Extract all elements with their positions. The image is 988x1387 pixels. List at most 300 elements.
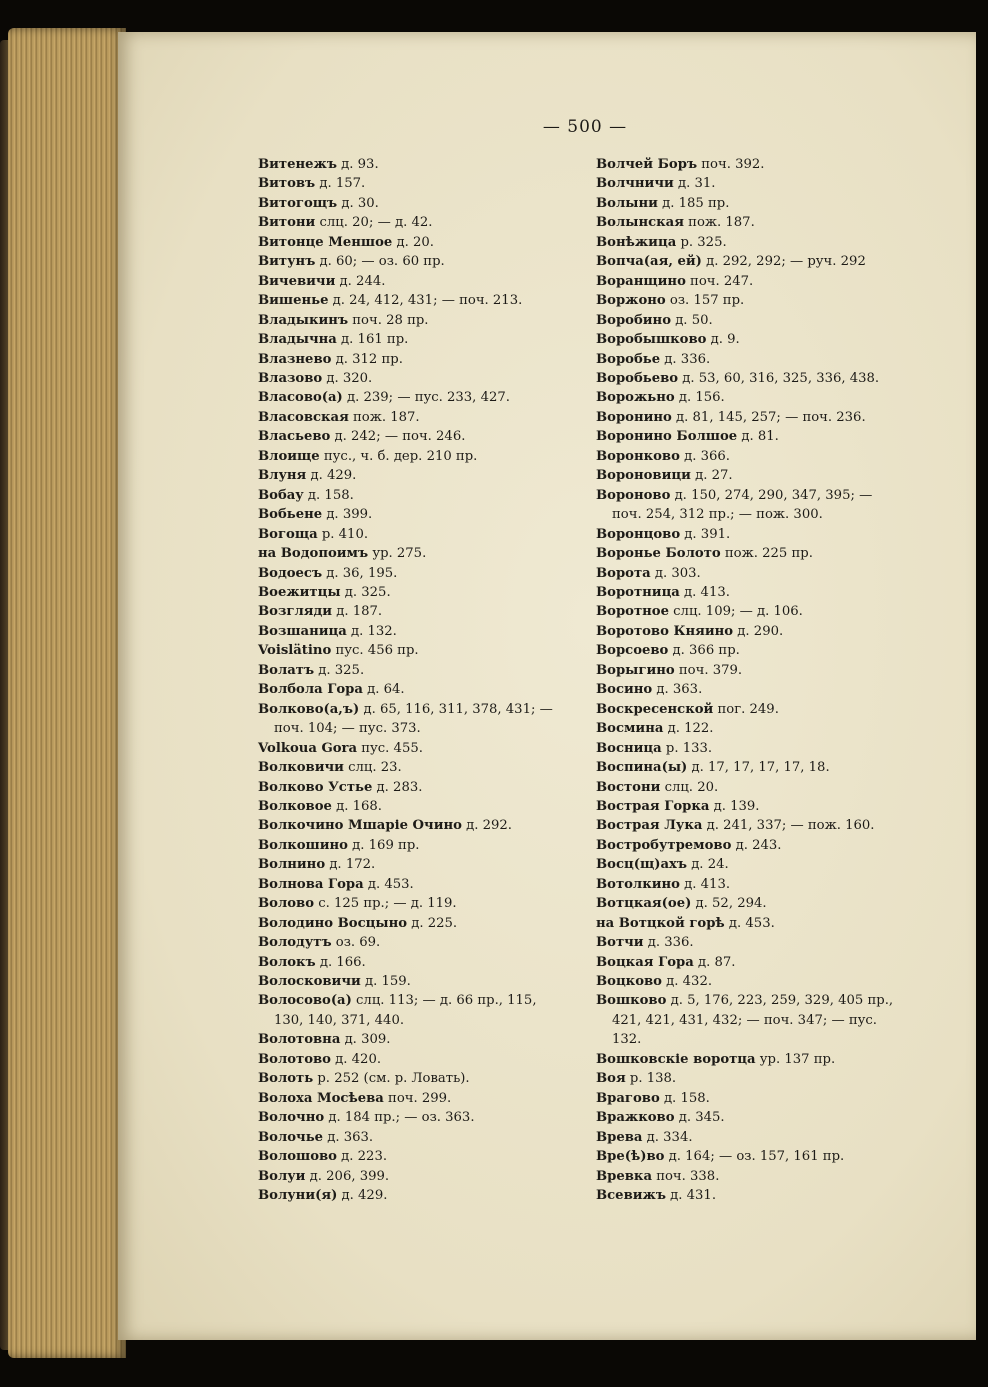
entry-references: д. 164; — оз. 157, 161 пр. xyxy=(664,1149,845,1165)
entry-headword: Вичевичи xyxy=(258,273,336,289)
entry-references: д. 17, 17, 17, 17, 18. xyxy=(687,760,830,776)
entry-headword: Вороново xyxy=(596,487,671,503)
entry-headword: Voislätino xyxy=(258,643,332,659)
index-entry xyxy=(258,174,588,193)
index-entry xyxy=(258,252,588,271)
index-entry xyxy=(596,174,926,193)
entry-references: д. 366 пр. xyxy=(668,643,740,659)
entry-headword: Воротово Княино xyxy=(596,623,734,639)
entry-headword: Волотовна xyxy=(258,1032,341,1048)
entry-references: д. 60; — оз. 60 пр. xyxy=(315,254,445,270)
entry-references: д. 168. xyxy=(331,798,382,814)
entry-headword: Волово xyxy=(258,896,314,912)
index-entry xyxy=(258,369,588,388)
entry-headword: Вотчи xyxy=(596,935,644,951)
index-entry xyxy=(596,855,926,874)
entry-references: д. 122. xyxy=(663,721,714,737)
entry-headword: Ворыгино xyxy=(596,662,675,678)
entry-references: д. 244. xyxy=(335,273,386,289)
index-entry xyxy=(258,719,588,738)
entry-headword: Вишенье xyxy=(258,293,329,309)
entry-references: д. 150, 274, 290, 347, 395; — xyxy=(670,487,873,503)
entry-references: д. 309. xyxy=(340,1032,391,1048)
index-entry xyxy=(258,1186,588,1205)
index-entry xyxy=(258,739,588,758)
entry-headword: Водоесъ xyxy=(258,565,323,581)
index-entry xyxy=(258,933,588,952)
index-entry xyxy=(258,1050,588,1069)
index-entry xyxy=(258,622,588,641)
entry-headword: Волоть xyxy=(258,1071,314,1087)
entry-headword: Вошковскіе воротца xyxy=(596,1051,756,1067)
index-entry xyxy=(596,953,926,972)
entry-headword: Воронино Болшое xyxy=(596,429,738,445)
index-column-left xyxy=(258,155,588,1205)
index-entry xyxy=(258,564,588,583)
entry-references: д. 242; — поч. 246. xyxy=(330,429,466,445)
index-entry xyxy=(596,427,926,446)
entry-references: д. 185 пр. xyxy=(657,195,730,211)
entry-references: д. 27. xyxy=(690,468,733,484)
entry-headword: Влазнево xyxy=(258,351,332,367)
entry-references: пож. 187. xyxy=(348,409,420,425)
entry-references: 130, 140, 371, 440. xyxy=(274,1012,405,1028)
entry-headword: Восмина xyxy=(596,721,664,737)
entry-headword: Волыни xyxy=(596,195,658,211)
entry-references: д. 303. xyxy=(650,565,701,581)
entry-references: д. 292, 292; — руч. 292 xyxy=(701,254,866,270)
index-entry xyxy=(596,972,926,991)
index-entry xyxy=(596,311,926,330)
entry-references: д. 166. xyxy=(315,954,366,970)
index-entry xyxy=(258,836,588,855)
entry-headword: Володутъ xyxy=(258,935,332,951)
entry-references: д. 20. xyxy=(392,234,434,250)
entry-references: д. 30. xyxy=(337,195,379,211)
index-entry xyxy=(258,641,588,660)
entry-headword: Владычна xyxy=(258,332,337,348)
index-entry xyxy=(258,272,588,291)
entry-headword: на Водопоимъ xyxy=(258,546,369,562)
entry-references: д. 139. xyxy=(709,798,760,814)
entry-headword: Витунъ xyxy=(258,254,316,270)
entry-references: д. 156. xyxy=(674,390,725,406)
index-entry xyxy=(596,914,926,933)
entry-headword: Волнино xyxy=(258,857,326,873)
entry-headword: Воранщино xyxy=(596,273,686,289)
entry-references: д. 87. xyxy=(693,954,736,970)
entry-headword: Волкочино Мшаріе Очино xyxy=(258,818,462,834)
entry-headword: Воскресенской xyxy=(596,701,714,717)
entry-headword: Восино xyxy=(596,682,653,698)
entry-headword: Вражково xyxy=(596,1110,675,1126)
entry-references: д. 172. xyxy=(325,857,376,873)
entry-headword: Волоха Мосѣева xyxy=(258,1090,384,1106)
entry-references: пог. 249. xyxy=(713,701,779,717)
entry-headword: Вопча(ая, ей) xyxy=(596,254,702,270)
index-entry xyxy=(596,894,926,913)
index-entry xyxy=(596,233,926,252)
entry-headword: Вострая Горка xyxy=(596,798,710,814)
index-entry xyxy=(596,1069,926,1088)
entry-headword: Воротное xyxy=(596,604,669,620)
index-entry xyxy=(258,1011,588,1030)
index-entry xyxy=(258,894,588,913)
entry-references: д. 93. xyxy=(336,157,379,172)
index-entry xyxy=(258,875,588,894)
index-entry xyxy=(596,350,926,369)
entry-headword: Влуня xyxy=(258,468,307,484)
entry-headword: Воробино xyxy=(596,312,671,328)
entry-references: слц. 23. xyxy=(343,760,402,776)
index-entry xyxy=(596,778,926,797)
entry-headword: Волосковичи xyxy=(258,974,361,990)
index-entry xyxy=(596,816,926,835)
entry-headword: Вобау xyxy=(258,487,304,503)
entry-references: д. 399. xyxy=(322,507,373,523)
index-entry xyxy=(258,680,588,699)
entry-headword: на Вотцкой горѣ xyxy=(596,915,725,931)
entry-headword: Волынская xyxy=(596,215,684,231)
entry-references: р. 410. xyxy=(317,526,369,542)
index-entry xyxy=(258,583,588,602)
entry-references: д. 290. xyxy=(733,623,784,639)
entry-references: д. 187. xyxy=(332,604,383,620)
entry-headword: Волокъ xyxy=(258,954,316,970)
index-entry xyxy=(258,447,588,466)
index-entry xyxy=(258,972,588,991)
entry-headword: Волочно xyxy=(258,1110,325,1126)
entry-headword: Витенежъ xyxy=(258,157,337,172)
entry-references: д. 239; — пус. 233, 427. xyxy=(342,390,510,406)
entry-headword: Вострая Лука xyxy=(596,818,703,834)
index-entry xyxy=(258,1108,588,1127)
entry-references: д. 53, 60, 316, 325, 336, 438. xyxy=(678,370,880,386)
entry-headword: Воробье xyxy=(596,351,661,367)
entry-headword: Возшаница xyxy=(258,623,347,639)
entry-references: д. 9. xyxy=(706,332,740,348)
index-entry xyxy=(596,602,926,621)
entry-references: д. 81, 145, 257; — поч. 236. xyxy=(671,409,866,425)
entry-references: д. 157. xyxy=(315,176,366,192)
entry-references: д. 453. xyxy=(724,915,775,931)
index-entry xyxy=(596,1011,926,1030)
index-entry xyxy=(596,505,926,524)
index-entry xyxy=(258,778,588,797)
entry-references: пож. 187. xyxy=(683,215,755,231)
index-entry xyxy=(596,330,926,349)
entry-references: ур. 275. xyxy=(368,546,427,562)
index-entry xyxy=(596,408,926,427)
entry-references: поч. 379. xyxy=(674,662,743,678)
index-entry xyxy=(596,1089,926,1108)
entry-references: д. 184 пр.; — оз. 363. xyxy=(324,1110,475,1126)
entry-headword: Волковичи xyxy=(258,760,344,776)
entry-references: ур. 137 пр. xyxy=(755,1051,836,1067)
entry-headword: Вонѣжица xyxy=(596,234,677,250)
entry-headword: Вороновици xyxy=(596,468,691,484)
index-entry xyxy=(596,719,926,738)
entry-headword: Витовъ xyxy=(258,176,316,192)
entry-headword: Востробутремово xyxy=(596,837,732,853)
entry-headword: Всевижъ xyxy=(596,1188,666,1204)
index-entry xyxy=(258,816,588,835)
entry-headword: Врева xyxy=(596,1129,643,1145)
entry-headword: Волосово(а) xyxy=(258,993,352,1009)
index-entry xyxy=(596,1108,926,1127)
index-entry xyxy=(258,408,588,427)
entry-references: 421, 421, 431, 432; — поч. 347; — пус. xyxy=(612,1012,877,1028)
entry-references: д. 363. xyxy=(652,682,703,698)
entry-headword: Ворожьно xyxy=(596,390,675,406)
index-entry xyxy=(258,914,588,933)
entry-references: д. 325. xyxy=(340,584,391,600)
index-entry xyxy=(258,700,588,719)
entry-headword: Воцкая Гора xyxy=(596,954,694,970)
index-entry xyxy=(258,350,588,369)
entry-references: д. 158. xyxy=(303,487,354,503)
index-entry xyxy=(258,661,588,680)
index-entry xyxy=(596,1186,926,1205)
entry-headword: Волатъ xyxy=(258,662,315,678)
index-column-right xyxy=(596,155,926,1205)
index-entry xyxy=(258,1030,588,1049)
index-entry xyxy=(596,641,926,660)
index-entry xyxy=(596,1030,926,1049)
index-entry xyxy=(596,583,926,602)
entry-references: д. 169 пр. xyxy=(347,837,420,853)
entry-headword: Волотово xyxy=(258,1051,331,1067)
entry-headword: Волковое xyxy=(258,798,332,814)
index-entry xyxy=(596,661,926,680)
index-entry xyxy=(596,1167,926,1186)
entry-headword: Восц(щ)ахъ xyxy=(596,857,687,873)
entry-references: слц. 109; — д. 106. xyxy=(668,604,803,620)
entry-headword: Волчей Боръ xyxy=(596,157,698,172)
entry-references: д. 5, 176, 223, 259, 329, 405 пр., xyxy=(666,993,894,1009)
entry-references: д. 320. xyxy=(322,370,373,386)
entry-references: 132. xyxy=(612,1032,642,1048)
entry-references: д. 336. xyxy=(660,351,711,367)
book-page-edges xyxy=(8,28,126,1358)
entry-references: поч. 392. xyxy=(697,157,765,172)
entry-references: д. 24, 412, 431; — поч. 213. xyxy=(328,293,523,309)
entry-headword: Врагово xyxy=(596,1090,660,1106)
entry-references: д. 36, 195. xyxy=(322,565,398,581)
index-entry xyxy=(596,933,926,952)
index-entry xyxy=(258,953,588,972)
entry-headword: Воронье Болото xyxy=(596,546,721,562)
index-entry xyxy=(258,427,588,446)
entry-references: р. 133. xyxy=(661,740,713,756)
entry-references: д. 241, 337; — пож. 160. xyxy=(702,818,875,834)
entry-references: р. 252 (см. р. Ловать). xyxy=(313,1071,470,1087)
entry-references: поч. 104; — пус. 373. xyxy=(274,721,421,737)
entry-references: с. 125 пр.; — д. 119. xyxy=(314,896,457,912)
entry-headword: Вогоща xyxy=(258,526,318,542)
entry-references: д. 413. xyxy=(679,876,731,892)
entry-references: д. 429. xyxy=(306,468,357,484)
index-entry xyxy=(258,194,588,213)
entry-headword: Вре(ѣ)во xyxy=(596,1149,665,1165)
entry-headword: Волошово xyxy=(258,1149,337,1165)
entry-headword: Ворота xyxy=(596,565,651,581)
entry-references: слц. 20; — д. 42. xyxy=(315,215,433,231)
index-entry xyxy=(596,836,926,855)
index-entry xyxy=(258,466,588,485)
entry-headword: Волочье xyxy=(258,1129,324,1145)
entry-headword: Volkoua Gora xyxy=(258,740,358,756)
entry-references: пус. 456 пр. xyxy=(331,643,419,659)
entry-references: д. 292. xyxy=(461,818,512,834)
page-number: — 500 — xyxy=(542,117,628,137)
entry-headword: Ворсоево xyxy=(596,643,669,659)
index-entry xyxy=(596,155,926,174)
index-entry xyxy=(596,739,926,758)
entry-headword: Воржоно xyxy=(596,293,666,309)
index-entry xyxy=(596,447,926,466)
index-entry xyxy=(258,991,588,1010)
entry-references: поч. 28 пр. xyxy=(348,312,429,328)
entry-references: д. 312 пр. xyxy=(331,351,403,367)
index-entry xyxy=(596,388,926,407)
index-entry xyxy=(258,291,588,310)
index-entry xyxy=(596,1050,926,1069)
entry-references: д. 413. xyxy=(679,584,730,600)
entry-references: д. 50. xyxy=(671,312,713,328)
entry-headword: Восница xyxy=(596,740,662,756)
entry-references: поч. 299. xyxy=(383,1090,452,1106)
index-entry xyxy=(258,330,588,349)
entry-references: поч. 338. xyxy=(652,1168,720,1184)
entry-references: д. 52, 294. xyxy=(691,896,767,912)
index-entry xyxy=(596,194,926,213)
entry-references: д. 336. xyxy=(643,935,694,951)
index-entry xyxy=(258,213,588,232)
index-entry xyxy=(596,680,926,699)
entry-headword: Воробышково xyxy=(596,332,707,348)
entry-headword: Володино Восцыно xyxy=(258,915,408,931)
entry-headword: Владыкинъ xyxy=(258,312,349,328)
entry-headword: Вошково xyxy=(596,993,667,1009)
entry-headword: Власовская xyxy=(258,409,349,425)
entry-references: слц. 113; — д. 66 пр., 115, xyxy=(351,993,537,1009)
entry-references: пус. 455. xyxy=(357,740,423,756)
index-entry xyxy=(258,505,588,524)
index-entry xyxy=(258,1128,588,1147)
entry-references: д. 206, 399. xyxy=(305,1168,390,1184)
entry-references: поч. 247. xyxy=(685,273,754,289)
entry-references: оз. 157 пр. xyxy=(665,293,745,309)
index-entry xyxy=(258,525,588,544)
entry-headword: Влазово xyxy=(258,370,323,386)
index-entry xyxy=(596,466,926,485)
index-entry xyxy=(258,855,588,874)
entry-headword: Воя xyxy=(596,1071,626,1087)
entry-headword: Вотолкино xyxy=(596,876,680,892)
entry-references: д. 366. xyxy=(679,448,730,464)
index-entry xyxy=(258,233,588,252)
entry-headword: Власьево xyxy=(258,429,331,445)
index-entry xyxy=(596,758,926,777)
entry-headword: Воронцово xyxy=(596,526,681,542)
index-entry xyxy=(258,602,588,621)
index-entry xyxy=(258,311,588,330)
entry-headword: Волуни(я) xyxy=(258,1188,338,1204)
entry-references: д. 453. xyxy=(363,876,414,892)
entry-references: д. 325. xyxy=(314,662,365,678)
entry-references: д. 223. xyxy=(336,1149,388,1165)
index-entry xyxy=(258,1167,588,1186)
entry-references: поч. 254, 312 пр.; — пож. 300. xyxy=(612,507,823,523)
index-entry xyxy=(258,797,588,816)
entry-references: пож. 225 пр. xyxy=(720,546,813,562)
entry-references: д. 345. xyxy=(674,1110,725,1126)
entry-headword: Волбола Гора xyxy=(258,682,363,698)
entry-references: д. 65, 116, 311, 378, 431; — xyxy=(359,701,553,717)
entry-references: д. 420. xyxy=(330,1051,382,1067)
entry-headword: Воронино xyxy=(596,409,672,425)
entry-references: р. 325. xyxy=(676,234,727,250)
index-entry xyxy=(258,1069,588,1088)
index-entry xyxy=(596,252,926,271)
entry-headword: Волчничи xyxy=(596,176,674,192)
entry-headword: Витогощъ xyxy=(258,195,338,211)
index-entry xyxy=(596,213,926,232)
index-entry xyxy=(596,875,926,894)
index-entry xyxy=(596,564,926,583)
entry-headword: Волково(а,ъ) xyxy=(258,701,360,717)
entry-headword: Власово(а) xyxy=(258,390,343,406)
entry-headword: Вревка xyxy=(596,1168,652,1184)
index-entry xyxy=(596,544,926,563)
entry-references: д. 431. xyxy=(665,1188,717,1204)
entry-references: д. 31. xyxy=(673,176,716,192)
entry-references: слц. 20. xyxy=(660,779,719,795)
entry-headword: Воронково xyxy=(596,448,680,464)
index-entry xyxy=(596,525,926,544)
index-entry xyxy=(596,291,926,310)
entry-references: р. 138. xyxy=(625,1071,677,1087)
entry-headword: Волуи xyxy=(258,1168,306,1184)
entry-headword: Востони xyxy=(596,779,661,795)
index-entry xyxy=(596,272,926,291)
entry-references: д. 81. xyxy=(737,429,779,445)
entry-headword: Вобьене xyxy=(258,507,323,523)
entry-references: д. 243. xyxy=(731,837,782,853)
entry-references: д. 159. xyxy=(360,974,411,990)
index-entry xyxy=(596,797,926,816)
entry-headword: Витони xyxy=(258,215,316,231)
entry-references: д. 334. xyxy=(642,1129,693,1145)
entry-headword: Волнова Гора xyxy=(258,876,364,892)
entry-headword: Воцково xyxy=(596,974,662,990)
entry-references: д. 24. xyxy=(687,857,729,873)
entry-headword: Воротница xyxy=(596,584,680,600)
entry-references: оз. 69. xyxy=(331,935,381,951)
index-entry xyxy=(258,388,588,407)
entry-headword: Воспина(ы) xyxy=(596,760,688,776)
entry-references: д. 225. xyxy=(407,915,458,931)
entry-headword: Воежитцы xyxy=(258,584,341,600)
index-entry xyxy=(258,544,588,563)
entry-headword: Влоище xyxy=(258,448,320,464)
entry-references: д. 432. xyxy=(661,974,713,990)
entry-headword: Вотцкая(ое) xyxy=(596,896,692,912)
entry-references: д. 161 пр. xyxy=(336,332,409,348)
entry-references: д. 132. xyxy=(346,623,397,639)
index-entry xyxy=(596,369,926,388)
